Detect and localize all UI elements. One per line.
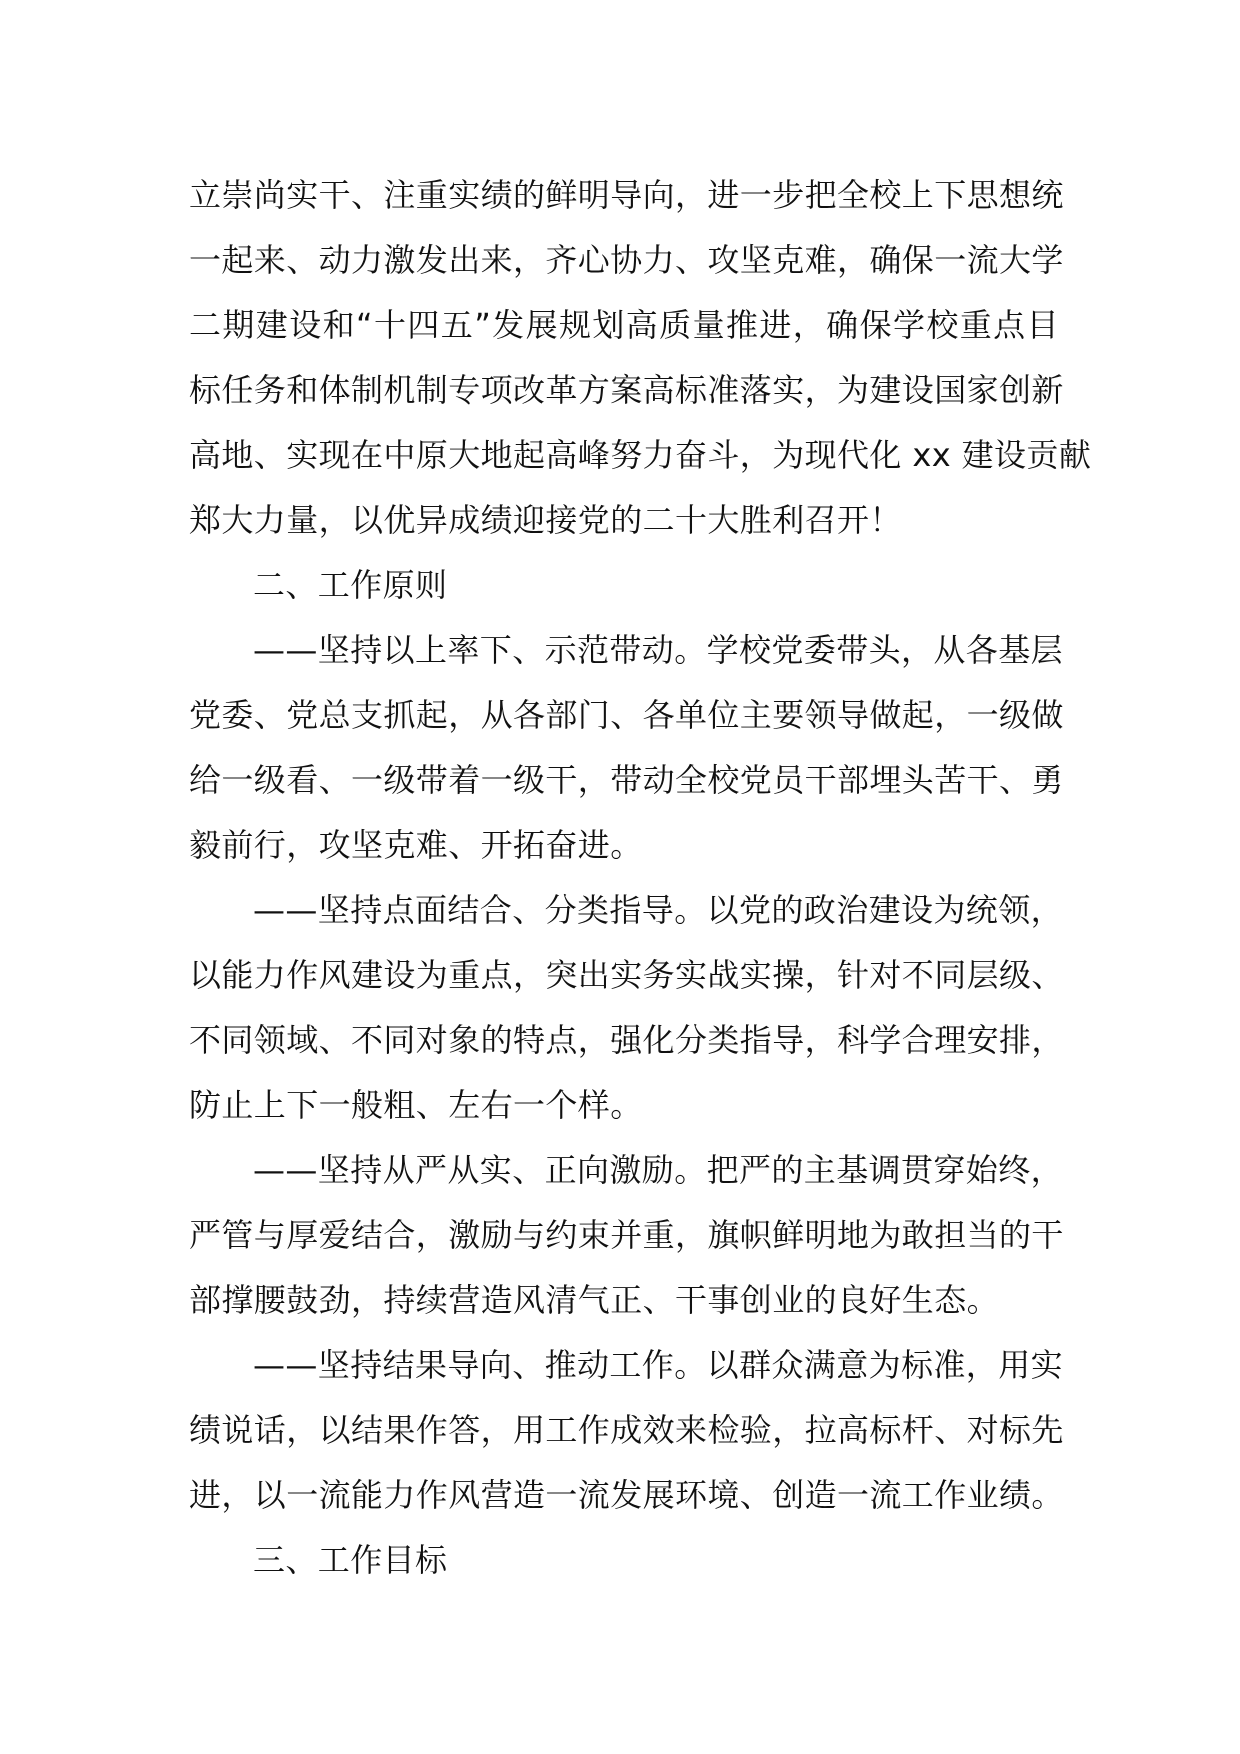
text-line: 标任务和体制机制专项改革方案高标准落实，为建设国家创新	[189, 371, 1064, 409]
text-line: 毅前行，攻坚克难、开拓奋进。	[189, 826, 643, 864]
text-line: 进，以一流能力作风营造一流发展环境、创造一流工作业绩。	[189, 1476, 1064, 1514]
text-line: 部撑腰鼓劲，持续营造风清气正、干事创业的良好生态。	[189, 1281, 1000, 1319]
text-line: 以能力作风建设为重点，突出实务实战实操，针对不同层级、	[189, 956, 1064, 994]
text-line: 给一级看、一级带着一级干，带动全校党员干部埋头苦干、勇	[189, 761, 1064, 799]
text-line: ——坚持点面结合、分类指导。以党的政治建设为统领，	[253, 891, 1064, 929]
text-line: ——坚持从严从实、正向激励。把严的主基调贯穿始终，	[253, 1151, 1064, 1189]
text-line: 不同领域、不同对象的特点，强化分类指导，科学合理安排，	[189, 1021, 1064, 1059]
text-line: 党委、党总支抓起，从各部门、各单位主要领导做起，一级做	[189, 696, 1064, 734]
text-line: 绩说话，以结果作答，用工作成效来检验，拉高标杆、对标先	[189, 1411, 1064, 1449]
text-line: ——坚持结果导向、推动工作。以群众满意为标准，用实	[253, 1346, 1064, 1384]
text-line: 三、工作目标	[253, 1541, 448, 1579]
text-line: 一起来、动力激发出来，齐心协力、攻坚克难，确保一流大学	[189, 241, 1064, 279]
text-line: ——坚持以上率下、示范带动。学校党委带头，从各基层	[253, 631, 1064, 669]
text-line: 立崇尚实干、注重实绩的鲜明导向，进一步把全校上下思想统	[189, 176, 1064, 214]
text-line: 二期建设和“十四五”发展规划高质量推进，确保学校重点目	[189, 306, 1059, 344]
text-line: 高地、实现在中原大地起高峰努力奋斗，为现代化 xx 建设贡献	[189, 436, 1092, 474]
document-body	[189, 163, 1092, 1593]
text-line: 防止上下一般粗、左右一个样。	[189, 1086, 643, 1124]
text-line: 严管与厚爱结合，激励与约束并重，旗帜鲜明地为敢担当的干	[189, 1216, 1064, 1254]
text-line: 郑大力量，以优异成绩迎接党的二十大胜利召开！	[189, 501, 902, 539]
text-line: 二、工作原则	[253, 566, 448, 604]
